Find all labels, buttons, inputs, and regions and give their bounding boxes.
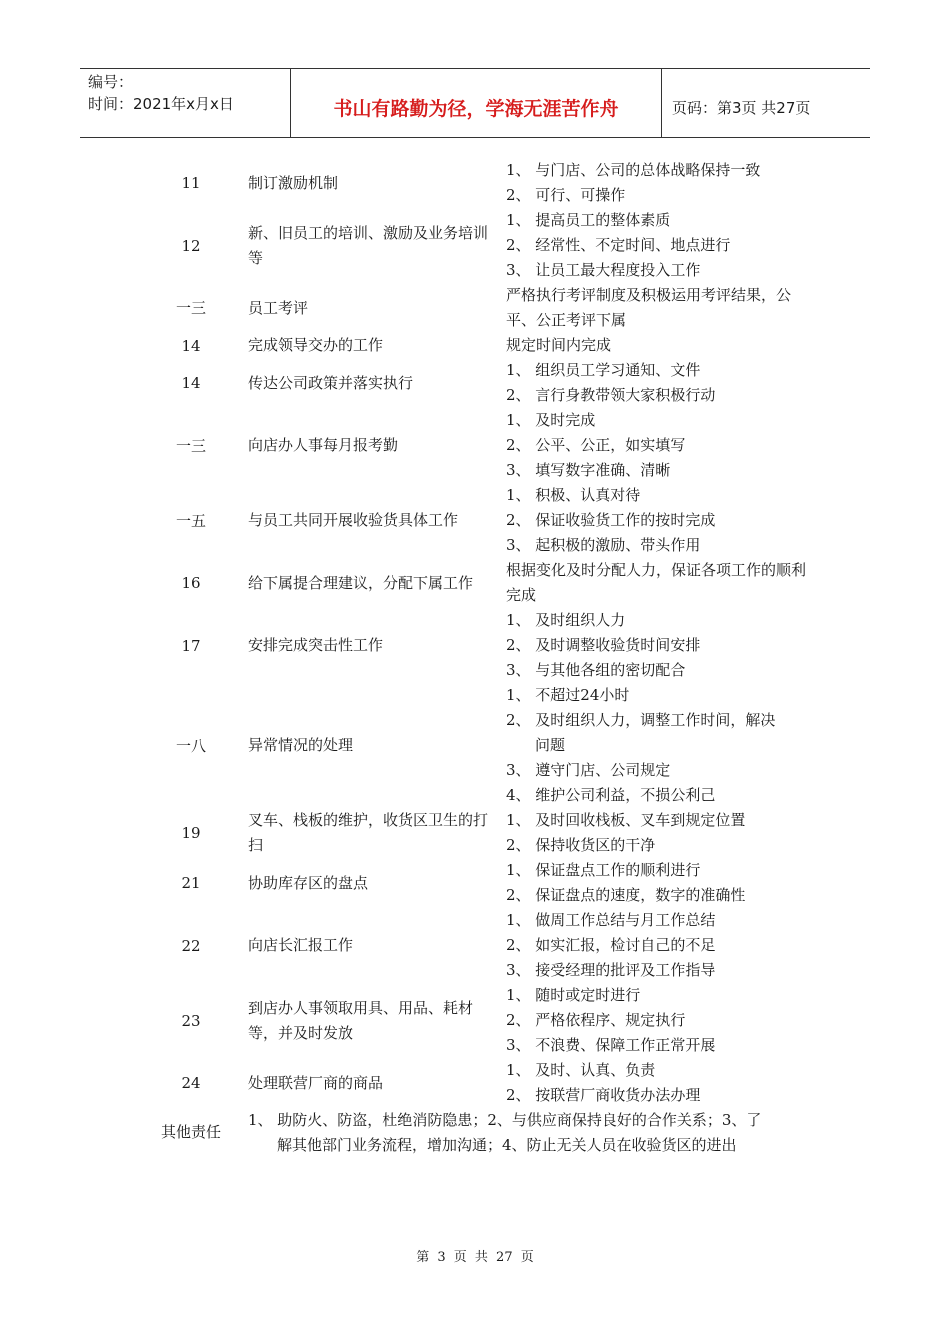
serial-label: 编号： [88,73,134,91]
page-header [80,68,870,138]
row-number: 12 [181,236,201,255]
requirement-item: 2、 如实汇报，检讨自己的不足 [506,936,716,954]
requirement-item: 2、 保证盘点的速度，数字的准确性 [506,886,746,904]
requirement-item: 1、 积极、认真对待 [506,486,641,504]
row-number: 24 [181,1074,201,1092]
row-task: 给下属提合理建议，分配下属工作 [248,573,474,592]
row-task: 传达公司政策并落实执行 [248,373,414,392]
table-row [0,333,950,358]
requirement-item: 2、 按联营厂商收货办法办理 [506,1086,701,1104]
requirement-item: 2、 可行、可操作 [506,186,626,204]
table-row [0,908,950,983]
table-row [0,283,950,333]
row-number: 一五 [175,511,206,530]
row-requirements [506,333,818,358]
row-task: 叉车、栈板的维护，收货区卫生的打扫 [248,811,489,854]
row-number: 17 [181,636,201,655]
row-requirements [506,683,818,808]
header-motto: 书山有路勤为径，学海无涯苦作舟 [290,69,662,137]
requirement-item: 2、 及时调整收验货时间安排 [506,636,701,654]
table-row [0,558,950,608]
table-row [0,808,950,858]
requirement-item: 严格执行考评制度及积极运用考评结果，公平、公正考评下属 [506,286,792,329]
requirement-item: 3、 不浪费、保障工作正常开展 [506,1036,716,1054]
table-row [0,983,950,1058]
row-requirements [506,908,818,983]
row-number: 23 [181,1011,201,1030]
requirement-item: 1、 提高员工的整体素质 [506,211,671,229]
requirement-item: 3、 填写数字准确、清晰 [506,461,671,479]
other-duties-text [248,1108,818,1158]
requirement-item: 规定时间内完成 [506,336,612,354]
table-row [0,858,950,908]
table-row [0,1058,950,1108]
requirement-item: 4、 维护公司利益，不损公利己 [506,786,716,804]
other-duties-line: 1、 助防火、防盗，杜绝消防隐患；2、与供应商保持良好的合作关系；3、了 [248,1111,762,1129]
header-page-label: 页码：第3页 共27页 [672,98,811,117]
row-number: 21 [181,874,201,892]
row-requirements [506,983,818,1058]
requirement-item: 3、 与其他各组的密切配合 [506,661,686,679]
row-task: 异常情况的处理 [248,736,354,754]
header-info [80,69,290,137]
requirement-item: 1、 及时完成 [506,411,596,429]
row-number: 14 [181,336,201,355]
requirement-item: 1、 与门店、公司的总体战略保持一致 [506,161,761,179]
requirement-item: 2、 及时组织人力，调整工作时间，解决 [506,711,776,729]
requirement-item: 3、 起积极的激励、带头作用 [506,536,701,554]
requirement-item: 1、 及时回收栈板、叉车到规定位置 [506,811,746,829]
table-row [0,158,950,208]
page-footer: 第 3 页 共 27 页 [416,1250,534,1265]
requirement-item: 1、 组织员工学习通知、文件 [506,361,701,379]
row-task: 向店办人事每月报考勤 [248,436,399,454]
requirement-item: 1、 随时或定时进行 [506,986,641,1004]
requirement-item: 2、 公平、公正，如实填写 [506,436,686,454]
row-number: 14 [181,374,201,392]
row-number: 11 [181,174,201,192]
table-row [0,683,950,808]
row-requirements [506,1058,818,1108]
row-task: 协助库存区的盘点 [248,873,369,892]
table-row [0,358,950,408]
row-number: 一八 [175,736,206,755]
requirement-item: 2、 保持收货区的干净 [506,836,656,854]
requirement-item: 2、 经常性、不定时间、地点进行 [506,236,731,254]
table-row [0,483,950,558]
requirement-item: 2、 保证收验货工作的按时完成 [506,511,716,529]
row-requirements [506,558,818,608]
row-task: 安排完成突击性工作 [248,636,384,654]
row-requirements [506,208,818,283]
row-number: 一三 [175,299,206,317]
row-number: 16 [181,574,201,592]
requirement-item: 3、 遵守门店、公司规定 [506,761,671,779]
row-task: 与员工共同开展收验货具体工作 [248,511,459,529]
requirement-item: 3、 让员工最大程度投入工作 [506,261,701,279]
requirement-item: 1、 及时、认真、负责 [506,1061,656,1079]
requirement-item: 1、 保证盘点工作的顺利进行 [506,861,701,879]
row-task: 向店长汇报工作 [248,936,354,954]
table-row [0,208,950,283]
requirement-item: 2、 严格依程序、规定执行 [506,1011,686,1029]
other-duties-row [0,1108,950,1158]
other-duties-line: 解其他部门业务流程，增加沟通；4、防止无关人员在收验货区的进出 [277,1136,737,1154]
requirement-item: 根据变化及时分配人力，保证各项工作的顺利完成 [506,561,807,604]
row-requirements [506,858,818,908]
requirement-item: 1、 及时组织人力 [506,611,626,629]
row-requirements [506,808,818,858]
requirement-item: 问题 [535,736,566,754]
row-task: 到店办人事领取用具、用品、耗材等，并及时发放 [248,998,474,1042]
row-requirements [506,283,818,333]
other-duties-label: 其他责任 [160,1123,221,1141]
row-requirements [506,158,818,208]
row-number: 19 [181,824,201,842]
requirement-item: 2、 言行身教带领大家积极行动 [506,386,716,404]
row-task: 处理联营厂商的商品 [248,1073,384,1092]
requirement-item: 3、 接受经理的批评及工作指导 [506,961,716,979]
row-task: 完成领导交办的工作 [248,336,384,354]
row-task: 新、旧员工的培训、激励及业务培训等 [248,223,489,267]
requirement-item: 1、 不超过24小时 [506,686,630,704]
row-requirements [506,608,818,683]
row-number: 一三 [175,436,206,455]
row-requirements [506,483,818,558]
row-requirements [506,358,818,408]
table-row [0,408,950,483]
row-number: 22 [181,936,201,955]
time-label: 时间：2021年x月x日 [88,95,234,113]
row-task: 制订激励机制 [248,173,339,192]
row-task: 员工考评 [248,298,309,317]
requirement-item: 1、 做周工作总结与月工作总结 [506,911,716,929]
row-requirements [506,408,818,483]
table-row [0,608,950,683]
